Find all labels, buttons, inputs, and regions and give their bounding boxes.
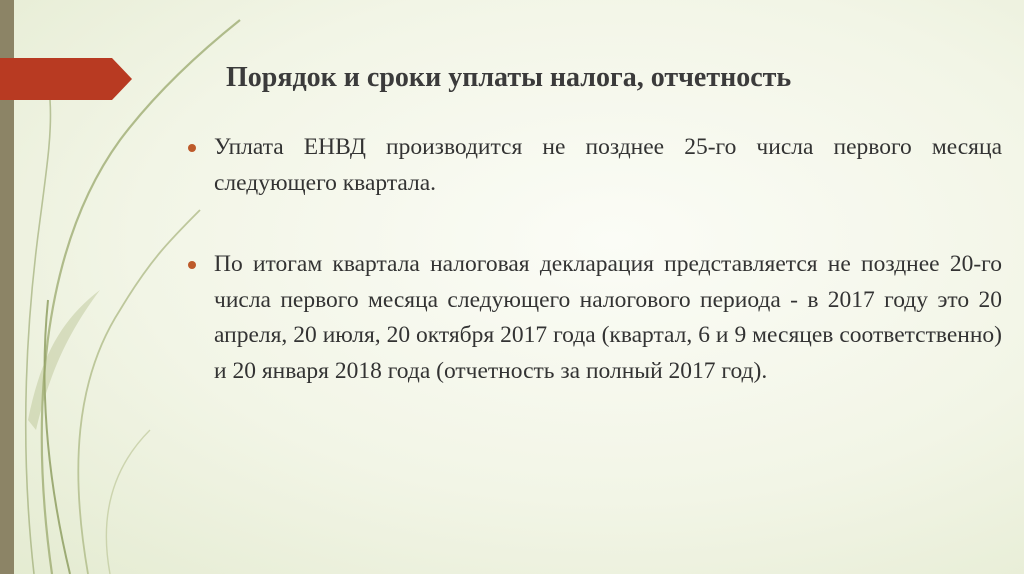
vine-curve [78,210,200,574]
bullet-text: По итогам квартала налоговая декларация представляется не позднее 20-го числа первого месяца следующего налогового периода - в 2017 году это 20 апреля, 20 июля, 20 октября 2017 года (квартал, 6 и 9 месяцев соответственно) и 20 января 2018 года (отчетность за полный 2017 год). [214,251,1002,384]
bullet-dot-icon [188,144,196,152]
bullet-dot-icon [188,261,196,269]
vine-curve [26,100,51,574]
title-arrow-shape [0,58,132,100]
vine-leaf [28,290,100,430]
bullet-item [186,130,1002,201]
bullet-text: Уплата ЕНВД производится не позднее 25-го числа первого месяца следующего квартала. [214,134,1002,196]
vine-curve [106,430,150,574]
bullet-item [186,247,1002,389]
slide-title: Порядок и сроки уплаты налога, отчетность [226,62,792,93]
bullet-list [186,130,1002,389]
